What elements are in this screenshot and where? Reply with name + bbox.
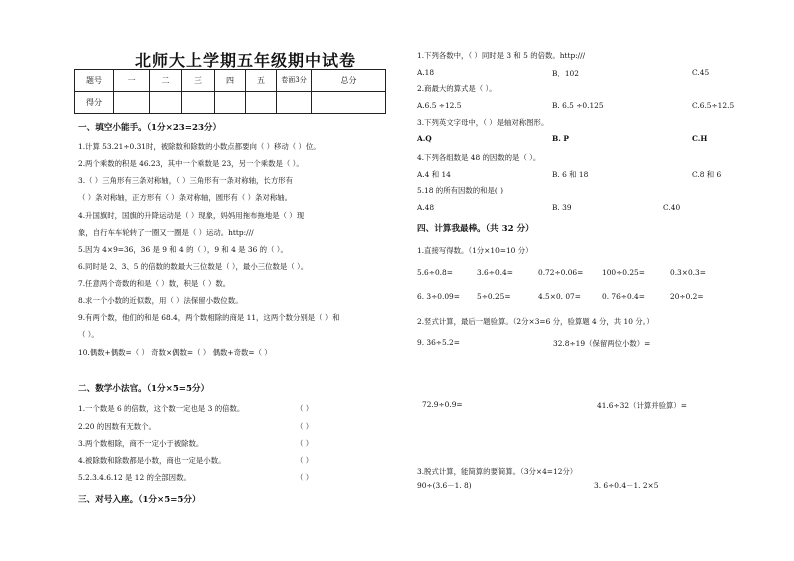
mc-option-a: A.48 — [417, 203, 435, 212]
page-title: 北师大上学期五年级期中试卷 — [135, 51, 357, 70]
vertical-calc-item: 32.8÷19（保留两位小数）= — [553, 339, 651, 348]
answer-paren[interactable]: （ ） — [296, 422, 314, 431]
score-table-header-row — [75, 70, 386, 92]
step-calc-item: 3. 6÷0.4－1. 2×5 — [594, 481, 659, 490]
section-heading-fill-in: 一、填空小能手。（1分×23=23分） — [78, 123, 222, 133]
score-cell: 卷面3分 — [277, 70, 312, 92]
vertical-calc-item: 72.9÷0.9= — [422, 400, 463, 409]
mc-option-a: A.4 和 14 — [417, 170, 451, 179]
score-input-cell[interactable] — [312, 92, 386, 114]
section-heading-calc: 四、计算我最棒。（共 32 分） — [417, 224, 534, 234]
mc-question: 1.下列各数中，（ ）同时是 3 和 5 的倍数。http:/// — [417, 51, 586, 60]
question-text: 1.计算 53.21÷0.31时，被除数和除数的小数点都要向（ ）移动（ ）位。 — [78, 142, 321, 151]
calc-item: 20÷0.2= — [670, 292, 704, 301]
question-text: 象，自行车车轮转了一圈又一圈是（ ）运动。http:/// — [78, 228, 254, 237]
mc-option-c: C.6.5÷12.5 — [692, 101, 735, 110]
answer-paren[interactable]: （ ） — [296, 439, 314, 448]
score-input-cell[interactable] — [246, 92, 277, 114]
score-cell: 二 — [150, 70, 182, 92]
mc-option-c: C.45 — [692, 68, 710, 77]
question-text: 7.任意两个奇数的和是（ ）数，积是（ ）数。 — [78, 279, 231, 288]
mc-question: 3.下列英文字母中，（ ）是轴对称图形。 — [417, 118, 549, 127]
mc-option-b: B. 39 — [552, 203, 572, 212]
question-text: 3.（ ）三角形有三条对称轴，（ ）三角形有一条对称轴，长方形有 — [78, 176, 293, 185]
score-input-cell[interactable] — [150, 92, 182, 114]
score-input-cell[interactable] — [277, 92, 312, 114]
calc-item: 5÷0.25= — [477, 292, 511, 301]
calc-item: 100÷0.25= — [602, 268, 645, 277]
judge-question: 3.两个数相除，商不一定小于被除数。 — [78, 439, 204, 448]
score-cell: 三 — [182, 70, 215, 92]
score-cell: 得分 — [75, 92, 114, 114]
question-text: 6.同时是 2、3、5 的倍数的数最大三位数是（ ），最小三位数是（ ）。 — [78, 262, 309, 271]
section-heading-judge: 二、数学小法官。（1分×5=5分） — [78, 384, 210, 394]
question-text: 8.求一个小数的近似数，用（ ）法保留小数位数。 — [78, 296, 243, 305]
mc-option-a: A.18 — [417, 68, 435, 77]
score-cell: 四 — [215, 70, 246, 92]
question-text: （ ）条对称轴，正方形有（ ）条对称轴，圆形有（ ）条对称轴。 — [78, 193, 292, 202]
calc-instruction: 3.脱式计算，能简算的要简算。（3分×4=12分） — [417, 467, 578, 476]
mc-option-b: B. 6 和 18 — [552, 170, 589, 179]
mc-option-c: C.40 — [663, 203, 681, 212]
calc-item: 0.3×0.3= — [670, 268, 706, 277]
question-text: 4.升国旗时，国旗的升降运动是（ ）现象，妈妈用拖布拖地是（ ）现 — [78, 211, 305, 220]
mc-question: 2.商最大的算式是（ ）。 — [417, 84, 497, 93]
question-text: 2.两个乘数的积是 46.23，其中一个乘数是 23，另一个乘数是（ ）。 — [78, 159, 304, 168]
calc-item: 5.6÷0.8= — [417, 268, 453, 277]
vertical-calc-item: 9. 36÷5.2= — [417, 338, 460, 347]
score-table — [74, 69, 386, 114]
mc-question: 4.下列各组数是 48 的因数的是（ ）。 — [417, 153, 541, 162]
judge-question: 4.被除数和除数都是小数，商也一定是小数。 — [78, 456, 226, 465]
calc-instruction: 2.竖式计算，最后一题验算。（2分×3=6 分，验算题 4 分，共 10 分。） — [417, 317, 654, 326]
calc-item: 6. 3÷0.09= — [417, 292, 460, 301]
score-cell: 题号 — [75, 70, 114, 92]
judge-question: 2.20 的因数有无数个。 — [78, 422, 156, 431]
score-input-cell[interactable] — [114, 92, 150, 114]
score-cell: 总分 — [312, 70, 386, 92]
calc-item: 4.5×0. 07= — [538, 292, 581, 301]
mc-option-c: C.8 和 6 — [692, 170, 722, 179]
judge-question: 5.2.3.4.6.12 是 12 的全部因数。 — [78, 473, 191, 482]
answer-paren[interactable]: （ ） — [296, 456, 314, 465]
mc-option-a: A.6.5 ÷12.5 — [417, 101, 462, 110]
score-input-cell[interactable] — [182, 92, 215, 114]
judge-question: 1.一个数是 6 的倍数，这个数一定也是 3 的倍数。 — [78, 404, 245, 413]
mc-option-b: B．102 — [552, 69, 579, 78]
question-text: 5.因为 4×9=36，36 是 9 和 4 的（ ），9 和 4 是 36 的（ ）。 — [78, 245, 288, 254]
mc-option-c: C.H — [692, 134, 708, 143]
answer-paren[interactable]: （ ） — [296, 404, 314, 413]
calc-item: 0.72÷0.06= — [538, 268, 584, 277]
calc-item: 0. 76÷0.4= — [602, 292, 645, 301]
question-text: （ ）。 — [78, 330, 99, 339]
score-cell: 一 — [114, 70, 150, 92]
mc-option-b: B. 6.5 ÷0.125 — [552, 101, 604, 110]
vertical-calc-item: 41.6÷32（计算并验算）= — [597, 401, 687, 410]
score-cell: 五 — [246, 70, 277, 92]
mc-option-a: A.Q — [417, 134, 432, 143]
calc-instruction: 1.直接写得数。（1分×10=10 分） — [417, 246, 533, 255]
mc-question: 5.18 的所有因数的和是( ) — [417, 186, 504, 195]
answer-paren[interactable]: （ ） — [296, 473, 314, 482]
score-input-cell[interactable] — [215, 92, 246, 114]
question-text: 10.偶数+偶数=（ ） 奇数×偶数=（ ） 偶数+奇数=（ ） — [78, 348, 272, 357]
score-table-score-row — [75, 92, 386, 114]
question-text: 9.有两个数，他们的和是 68.4，两个数相除的商是 11，这两个数分别是（ ）和 — [78, 313, 340, 322]
calc-item: 3.6÷0.4= — [477, 268, 513, 277]
section-heading-choice: 三、对号入座。（1分×5=5分） — [78, 495, 201, 505]
mc-option-b: B. P — [552, 134, 569, 143]
step-calc-item: 90÷(3.6－1. 8) — [417, 481, 472, 490]
